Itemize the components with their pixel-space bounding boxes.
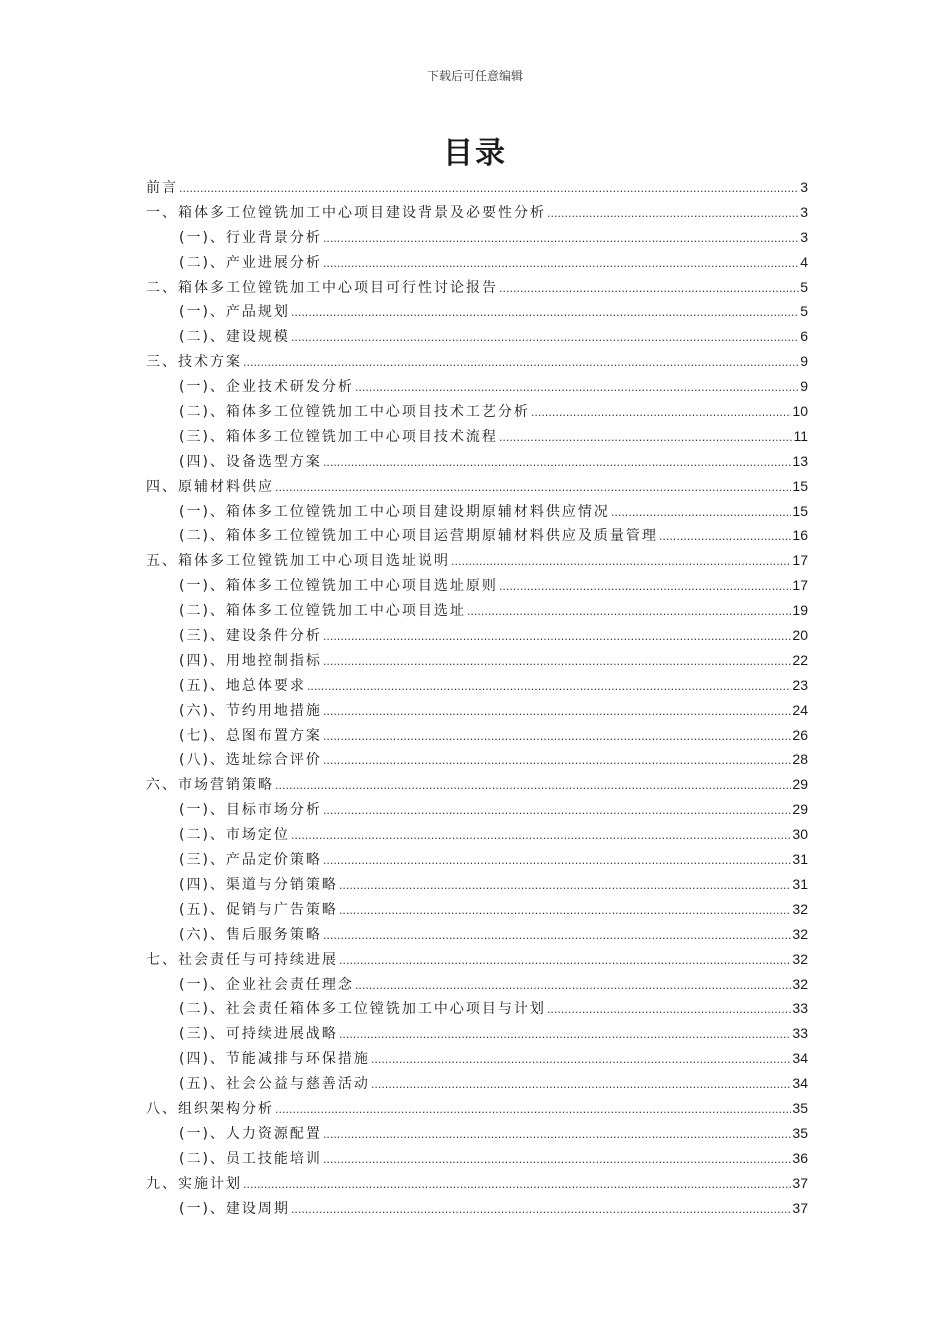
toc-entry-title: (八)、选址综合评价: [179, 752, 322, 769]
toc-entry[interactable]: [146, 449, 808, 474]
toc-entry-title: (二)、箱体多工位镗铣加工中心项目技术工艺分析: [179, 404, 530, 421]
toc-dot-leader: [467, 600, 791, 625]
toc-title: 目录: [443, 136, 507, 171]
toc-dot-leader: [547, 998, 791, 1023]
toc-page-number: 33: [792, 1025, 808, 1042]
toc-entry[interactable]: [146, 349, 808, 374]
toc-dot-leader: [323, 924, 791, 949]
toc-entry-title: (三)、产品定价策略: [179, 852, 322, 869]
toc-page-number: 9: [800, 378, 808, 395]
toc-entry-title: 九、实施计划: [146, 1175, 242, 1192]
toc-entry[interactable]: [146, 772, 808, 797]
toc-page-number: 24: [792, 701, 808, 718]
toc-entry[interactable]: [146, 1171, 808, 1196]
toc-dot-leader: [339, 949, 791, 974]
toc-page-number: 3: [800, 203, 808, 220]
toc-entry-title: (五)、促销与广告策略: [179, 901, 338, 918]
toc-dot-leader: [275, 476, 791, 501]
toc-entry-title: (三)、箱体多工位镗铣加工中心项目技术流程: [179, 428, 498, 445]
toc-page-number: 35: [792, 1099, 808, 1116]
toc-entry[interactable]: [146, 1071, 808, 1096]
toc-entry[interactable]: [146, 1196, 808, 1221]
toc-page-number: 4: [800, 253, 808, 270]
toc-page-number: 31: [792, 875, 808, 892]
toc-entry[interactable]: [146, 972, 808, 997]
toc-dot-leader: [323, 1148, 791, 1173]
toc-page-number: 15: [792, 502, 808, 519]
toc-entry-title: (二)、建设规模: [179, 329, 290, 346]
toc-entry-title: (五)、地总体要求: [179, 677, 306, 694]
toc-entry-title: (一)、产品规划: [179, 304, 290, 321]
toc-entry-title: 五、箱体多工位镗铣加工中心项目选址说明: [146, 553, 450, 570]
toc-entry[interactable]: [146, 822, 808, 847]
toc-dot-leader: [531, 401, 791, 426]
toc-dot-leader: [611, 501, 791, 526]
toc-page-number: 34: [792, 1075, 808, 1092]
toc-page-number: 30: [792, 826, 808, 843]
toc-page-number: 35: [792, 1124, 808, 1141]
toc-entry[interactable]: [146, 922, 808, 947]
toc-page-number: 26: [792, 726, 808, 743]
toc-dot-leader: [323, 749, 791, 774]
toc-entry[interactable]: [146, 424, 808, 449]
toc-dot-leader: [323, 451, 791, 476]
toc-entry-title: (四)、用地控制指标: [179, 652, 322, 669]
toc-entry[interactable]: [146, 548, 808, 573]
toc-entry-title: (一)、建设周期: [179, 1200, 290, 1217]
toc-entry[interactable]: [146, 897, 808, 922]
toc-page-number: 6: [800, 328, 808, 345]
toc-entry-title: (六)、节约用地措施: [179, 702, 322, 719]
toc-entry[interactable]: [146, 698, 808, 723]
toc-entry-title: (五)、社会公益与慈善活动: [179, 1076, 370, 1093]
toc-dot-leader: [323, 700, 791, 725]
toc-dot-leader: [371, 1048, 791, 1073]
toc-entry-title: (四)、设备选型方案: [179, 453, 322, 470]
toc-page-number: 37: [792, 1174, 808, 1191]
toc-page-number: 32: [792, 950, 808, 967]
toc-page-number: 15: [792, 477, 808, 494]
toc-page-number: 32: [792, 900, 808, 917]
toc-page-number: 16: [792, 527, 808, 544]
toc-entry-title: (二)、箱体多工位镗铣加工中心项目运营期原辅材料供应及质量管理: [179, 528, 658, 545]
toc-entry-title: 四、原辅材料供应: [146, 478, 274, 495]
toc-page-number: 20: [792, 627, 808, 644]
toc-entry-title: (二)、箱体多工位镗铣加工中心项目选址: [179, 603, 466, 620]
toc-entry-title: (六)、售后服务策略: [179, 926, 322, 943]
toc-dot-leader: [291, 824, 791, 849]
toc-entry[interactable]: [146, 1046, 808, 1071]
toc-page-number: 3: [800, 228, 808, 245]
toc-dot-leader: [323, 849, 791, 874]
toc-dot-leader: [355, 974, 791, 999]
toc-entry[interactable]: [146, 598, 808, 623]
toc-page-number: 36: [792, 1149, 808, 1166]
toc-dot-leader: [339, 1023, 791, 1048]
toc-page-number: 32: [792, 925, 808, 942]
toc-entry-title: (二)、产业进展分析: [179, 254, 322, 271]
toc-page-number: 29: [792, 776, 808, 793]
toc-entry[interactable]: [146, 175, 808, 200]
page-header: 下载后可任意编辑: [426, 69, 523, 83]
toc-dot-leader: [275, 774, 791, 799]
toc-entry[interactable]: [146, 847, 808, 872]
table-of-contents: [146, 175, 808, 1220]
toc-page-number: 32: [792, 975, 808, 992]
toc-entry-title: (四)、节能减排与环保措施: [179, 1051, 370, 1068]
toc-entry[interactable]: [146, 1096, 808, 1121]
toc-dot-leader: [339, 899, 791, 924]
toc-dot-leader: [179, 177, 799, 202]
toc-entry[interactable]: [146, 200, 808, 225]
toc-entry-title: (三)、可持续进展战略: [179, 1026, 338, 1043]
toc-entry[interactable]: [146, 399, 808, 424]
toc-entry[interactable]: [146, 673, 808, 698]
toc-dot-leader: [339, 874, 791, 899]
toc-entry[interactable]: [146, 573, 808, 598]
toc-page-number: 3: [800, 179, 808, 195]
toc-entry-title: 六、市场营销策略: [146, 777, 274, 794]
toc-page-number: 9: [800, 353, 808, 370]
toc-page-number: 13: [792, 452, 808, 469]
toc-entry-title: (一)、行业背景分析: [179, 229, 322, 246]
toc-page-number: 28: [792, 751, 808, 768]
toc-dot-leader: [291, 1198, 791, 1223]
toc-page-number: 33: [792, 1000, 808, 1017]
toc-page-number: 17: [792, 577, 808, 594]
toc-dot-leader: [291, 301, 799, 326]
toc-page-number: 19: [792, 602, 808, 619]
toc-entry[interactable]: [146, 250, 808, 275]
toc-dot-leader: [307, 675, 791, 700]
toc-page-number: 23: [792, 676, 808, 693]
toc-dot-leader: [323, 725, 791, 750]
toc-entry[interactable]: [146, 872, 808, 897]
toc-dot-leader: [243, 351, 799, 376]
toc-dot-leader: [499, 426, 793, 451]
toc-page-number: 34: [792, 1050, 808, 1067]
toc-dot-leader: [355, 376, 799, 401]
toc-dot-leader: [547, 202, 799, 227]
toc-dot-leader: [499, 277, 799, 302]
toc-entry[interactable]: [146, 523, 808, 548]
toc-entry-title: (一)、箱体多工位镗铣加工中心项目建设期原辅材料供应情况: [179, 503, 610, 520]
toc-entry[interactable]: [146, 996, 808, 1021]
toc-entry[interactable]: [146, 947, 808, 972]
toc-page-number: 10: [792, 403, 808, 420]
toc-dot-leader: [275, 1098, 791, 1123]
toc-entry[interactable]: [146, 1121, 808, 1146]
toc-entry-title: (一)、人力资源配置: [179, 1125, 322, 1142]
toc-entry[interactable]: [146, 225, 808, 250]
toc-dot-leader: [323, 625, 791, 650]
toc-entry-title: 三、技术方案: [146, 354, 242, 371]
toc-entry-title: (一)、企业技术研发分析: [179, 379, 354, 396]
toc-dot-leader: [323, 1123, 791, 1148]
toc-entry-title: 七、社会责任与可持续进展: [146, 951, 338, 968]
toc-entry-title: (一)、目标市场分析: [179, 802, 322, 819]
toc-dot-leader: [323, 252, 799, 277]
toc-entry-title: (一)、企业社会责任理念: [179, 976, 354, 993]
toc-dot-leader: [291, 326, 799, 351]
toc-dot-leader: [499, 575, 791, 600]
toc-dot-leader: [371, 1073, 791, 1098]
toc-page-number: 17: [792, 552, 808, 569]
toc-page-number: 31: [792, 851, 808, 868]
toc-page-number: 5: [800, 278, 808, 295]
toc-dot-leader: [323, 650, 791, 675]
toc-page-number: 37: [792, 1199, 808, 1216]
toc-page-number: 5: [800, 303, 808, 320]
toc-entry[interactable]: [146, 275, 808, 300]
toc-entry[interactable]: [146, 499, 808, 524]
toc-entry[interactable]: [146, 374, 808, 399]
toc-dot-leader: [323, 799, 791, 824]
toc-entry-title: 前言: [146, 180, 178, 196]
toc-dot-leader: [659, 525, 791, 550]
toc-entry[interactable]: [146, 1021, 808, 1046]
toc-entry-title: 二、箱体多工位镗铣加工中心项目可行性讨论报告: [146, 279, 498, 296]
toc-entry[interactable]: [146, 623, 808, 648]
toc-entry-title: 八、组织架构分析: [146, 1100, 274, 1117]
toc-entry-title: (二)、市场定位: [179, 827, 290, 844]
toc-dot-leader: [451, 550, 791, 575]
toc-entry[interactable]: [146, 299, 808, 324]
toc-page-number: 22: [792, 651, 808, 668]
toc-entry[interactable]: [146, 1146, 808, 1171]
toc-entry[interactable]: [146, 648, 808, 673]
toc-entry[interactable]: [146, 797, 808, 822]
toc-entry-title: (七)、总图布置方案: [179, 727, 322, 744]
toc-entry-title: (一)、箱体多工位镗铣加工中心项目选址原则: [179, 578, 498, 595]
toc-entry[interactable]: [146, 747, 808, 772]
toc-dot-leader: [243, 1173, 791, 1198]
toc-dot-leader: [323, 227, 799, 252]
toc-entry-title: (四)、渠道与分销策略: [179, 876, 338, 893]
toc-entry[interactable]: [146, 324, 808, 349]
toc-page-number: 11: [793, 427, 808, 444]
toc-page-number: 29: [792, 801, 808, 818]
toc-entry-title: (三)、建设条件分析: [179, 628, 322, 645]
toc-entry-title: 一、箱体多工位镗铣加工中心项目建设背景及必要性分析: [146, 204, 546, 221]
toc-entry-title: (二)、社会责任箱体多工位镗铣加工中心项目与计划: [179, 1001, 546, 1018]
toc-entry[interactable]: [146, 474, 808, 499]
toc-entry-title: (二)、员工技能培训: [179, 1150, 322, 1167]
toc-entry[interactable]: [146, 723, 808, 748]
